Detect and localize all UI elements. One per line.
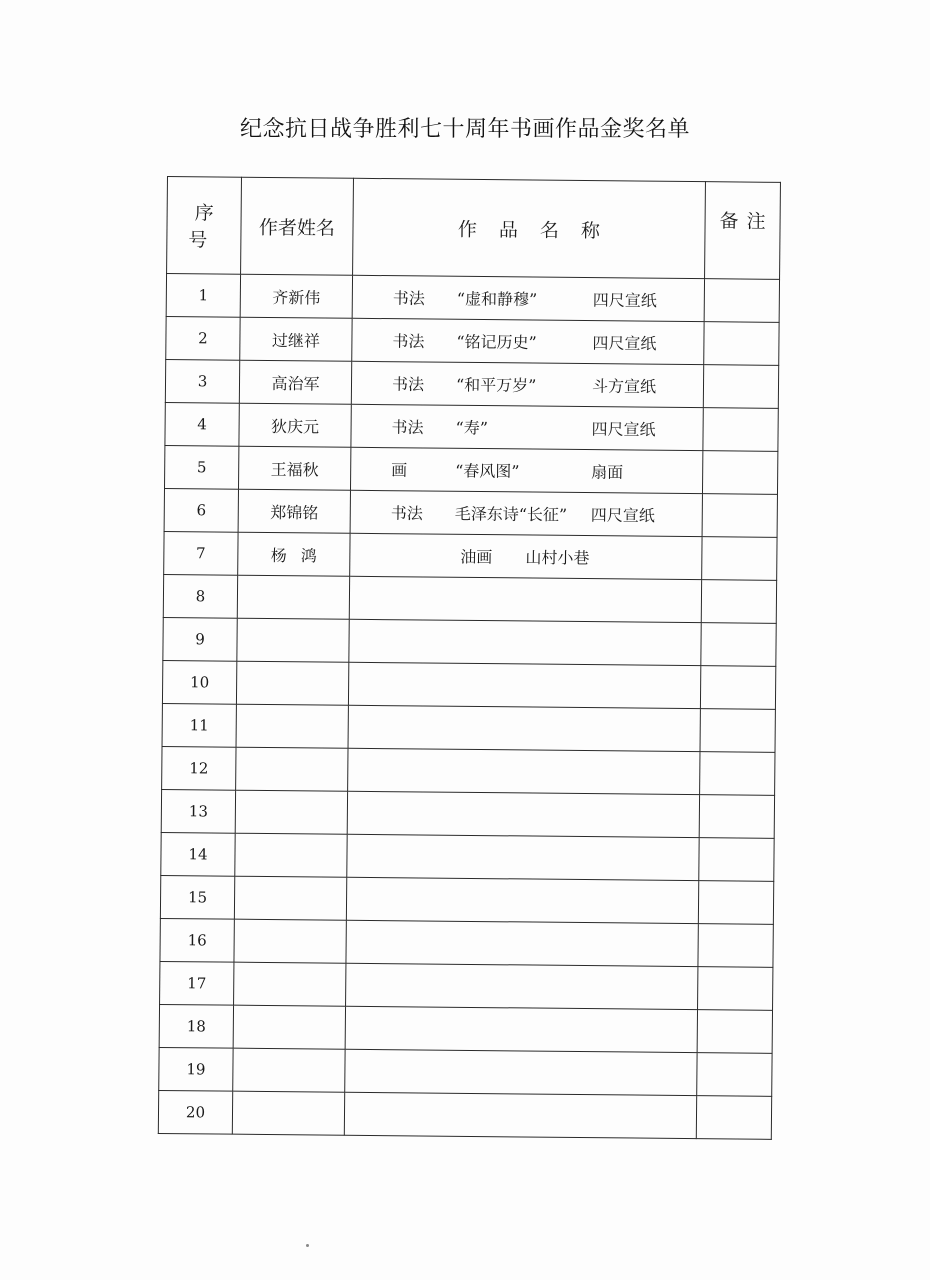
table-row bbox=[161, 789, 774, 838]
table-row bbox=[160, 961, 773, 1010]
table-row bbox=[166, 274, 779, 323]
work-format: 四尺宣纸 bbox=[592, 290, 657, 311]
cell-note bbox=[698, 967, 773, 1011]
cell-work bbox=[351, 404, 703, 450]
table-row bbox=[159, 1004, 772, 1053]
cell-author: 过继祥 bbox=[240, 317, 352, 361]
cell-seq: 2 bbox=[166, 316, 240, 360]
cell-work bbox=[348, 705, 700, 751]
cell-work bbox=[350, 490, 702, 536]
cell-seq: 7 bbox=[164, 531, 238, 575]
cell-author: 郑锦铭 bbox=[238, 489, 350, 533]
work-type: 书法 bbox=[390, 503, 423, 523]
cell-work bbox=[346, 963, 698, 1009]
cell-note bbox=[698, 881, 773, 925]
cell-seq: 12 bbox=[162, 746, 236, 790]
cell-seq: 10 bbox=[162, 660, 236, 704]
cell-author bbox=[236, 661, 348, 705]
cell-author bbox=[237, 575, 349, 619]
cell-work bbox=[348, 662, 700, 708]
document-title: 纪念抗日战争胜利七十周年书画作品金奖名单 bbox=[239, 117, 690, 142]
cell-seq: 5 bbox=[165, 445, 239, 489]
scan-speck bbox=[306, 1244, 309, 1247]
cell-work bbox=[346, 877, 698, 923]
cell-note bbox=[701, 623, 776, 667]
cell-work bbox=[352, 275, 704, 321]
cell-seq: 15 bbox=[160, 875, 234, 919]
cell-author: 王福秋 bbox=[238, 446, 350, 490]
work-type: 书法 bbox=[392, 331, 425, 351]
work-title: 毛泽东诗“长征” bbox=[454, 504, 568, 525]
cell-work bbox=[350, 533, 702, 579]
work-title: “春风图” bbox=[455, 461, 520, 481]
work-format: 四尺宣纸 bbox=[591, 419, 656, 440]
cell-author: 杨鸿 bbox=[238, 532, 350, 576]
cell-note bbox=[704, 322, 779, 366]
cell-author: 齐新伟 bbox=[240, 274, 352, 318]
cell-note bbox=[700, 752, 775, 796]
table-row bbox=[159, 1047, 772, 1096]
cell-note bbox=[704, 279, 779, 323]
cell-note bbox=[703, 408, 778, 452]
cell-seq: 16 bbox=[160, 918, 234, 962]
work-title: “和平万岁” bbox=[455, 375, 537, 396]
cell-work bbox=[352, 318, 704, 364]
table-row bbox=[163, 617, 776, 666]
work-format: 扇面 bbox=[591, 462, 624, 482]
cell-note bbox=[697, 1010, 772, 1054]
header-note: 备注 bbox=[705, 182, 781, 280]
work-title: “铭记历史” bbox=[456, 332, 537, 353]
cell-note bbox=[698, 924, 773, 968]
cell-seq: 6 bbox=[164, 488, 238, 532]
cell-note bbox=[702, 494, 777, 538]
cell-work bbox=[347, 834, 699, 880]
work-type: 书法 bbox=[392, 288, 425, 308]
cell-author bbox=[236, 747, 348, 791]
table-body bbox=[158, 274, 779, 1140]
table-row bbox=[158, 1090, 771, 1139]
table-row bbox=[165, 359, 778, 408]
work-format: 四尺宣纸 bbox=[592, 333, 657, 354]
cell-work bbox=[351, 361, 703, 407]
cell-work bbox=[345, 1049, 697, 1095]
cell-note bbox=[700, 666, 775, 710]
table-row bbox=[162, 703, 775, 752]
cell-seq: 13 bbox=[161, 789, 235, 833]
cell-author: 狄庆元 bbox=[239, 403, 351, 447]
table-row bbox=[165, 402, 778, 451]
cell-author bbox=[234, 962, 346, 1006]
work-title: “寿” bbox=[455, 418, 489, 438]
table-header-row bbox=[167, 177, 781, 280]
work-type: 画 bbox=[391, 460, 408, 480]
table-row bbox=[164, 531, 777, 580]
header-work: 作品名称 bbox=[353, 178, 706, 278]
cell-author bbox=[232, 1091, 344, 1135]
work-title: “虚和静穆” bbox=[456, 289, 538, 310]
table-row bbox=[160, 918, 773, 967]
cell-work bbox=[346, 920, 698, 966]
cell-author: 高治军 bbox=[239, 360, 351, 404]
table-row bbox=[162, 746, 775, 795]
work-type: 书法 bbox=[391, 374, 425, 394]
cell-seq: 3 bbox=[165, 359, 239, 403]
cell-work bbox=[345, 1006, 697, 1052]
cell-seq: 11 bbox=[162, 703, 236, 747]
cell-note bbox=[697, 1053, 772, 1097]
cell-work bbox=[349, 576, 701, 622]
header-author: 作者姓名 bbox=[241, 177, 354, 275]
cell-author bbox=[237, 618, 349, 662]
cell-author bbox=[233, 1005, 345, 1049]
table-row bbox=[165, 445, 778, 494]
cell-author bbox=[236, 704, 348, 748]
cell-note bbox=[699, 795, 774, 839]
cell-note bbox=[701, 580, 776, 624]
cell-note bbox=[702, 537, 777, 581]
cell-author bbox=[233, 1048, 345, 1092]
cell-work bbox=[349, 619, 701, 665]
cell-note bbox=[699, 838, 774, 882]
cell-seq: 1 bbox=[166, 274, 240, 318]
table-row bbox=[161, 832, 774, 881]
cell-seq: 14 bbox=[161, 832, 235, 876]
cell-author bbox=[235, 790, 347, 834]
work-description: 油画 山村小巷 bbox=[460, 547, 590, 568]
cell-author bbox=[234, 876, 346, 920]
cell-seq: 19 bbox=[159, 1047, 233, 1091]
cell-work bbox=[348, 748, 700, 794]
cell-work bbox=[344, 1092, 696, 1138]
cell-work bbox=[347, 791, 699, 837]
cell-seq: 8 bbox=[163, 574, 237, 618]
cell-note bbox=[696, 1096, 771, 1140]
cell-seq: 18 bbox=[159, 1004, 233, 1048]
cell-seq: 4 bbox=[165, 402, 239, 446]
cell-author bbox=[235, 833, 347, 877]
cell-author bbox=[234, 919, 346, 963]
work-format: 斗方宣纸 bbox=[591, 376, 657, 397]
table-row bbox=[162, 660, 775, 709]
cell-seq: 20 bbox=[158, 1090, 232, 1134]
cell-note bbox=[702, 451, 777, 495]
table-row bbox=[166, 316, 779, 365]
table-row bbox=[163, 574, 776, 623]
cell-seq: 9 bbox=[163, 617, 237, 661]
award-list-table bbox=[158, 176, 781, 1140]
work-format: 四尺宣纸 bbox=[590, 505, 655, 526]
table-row bbox=[164, 488, 777, 537]
cell-work bbox=[350, 447, 702, 493]
table-row bbox=[160, 875, 773, 924]
work-type: 书法 bbox=[391, 417, 424, 437]
header-seq: 序号 bbox=[167, 177, 242, 275]
cell-note bbox=[700, 709, 775, 753]
cell-seq: 17 bbox=[160, 961, 234, 1005]
cell-note bbox=[703, 365, 778, 409]
